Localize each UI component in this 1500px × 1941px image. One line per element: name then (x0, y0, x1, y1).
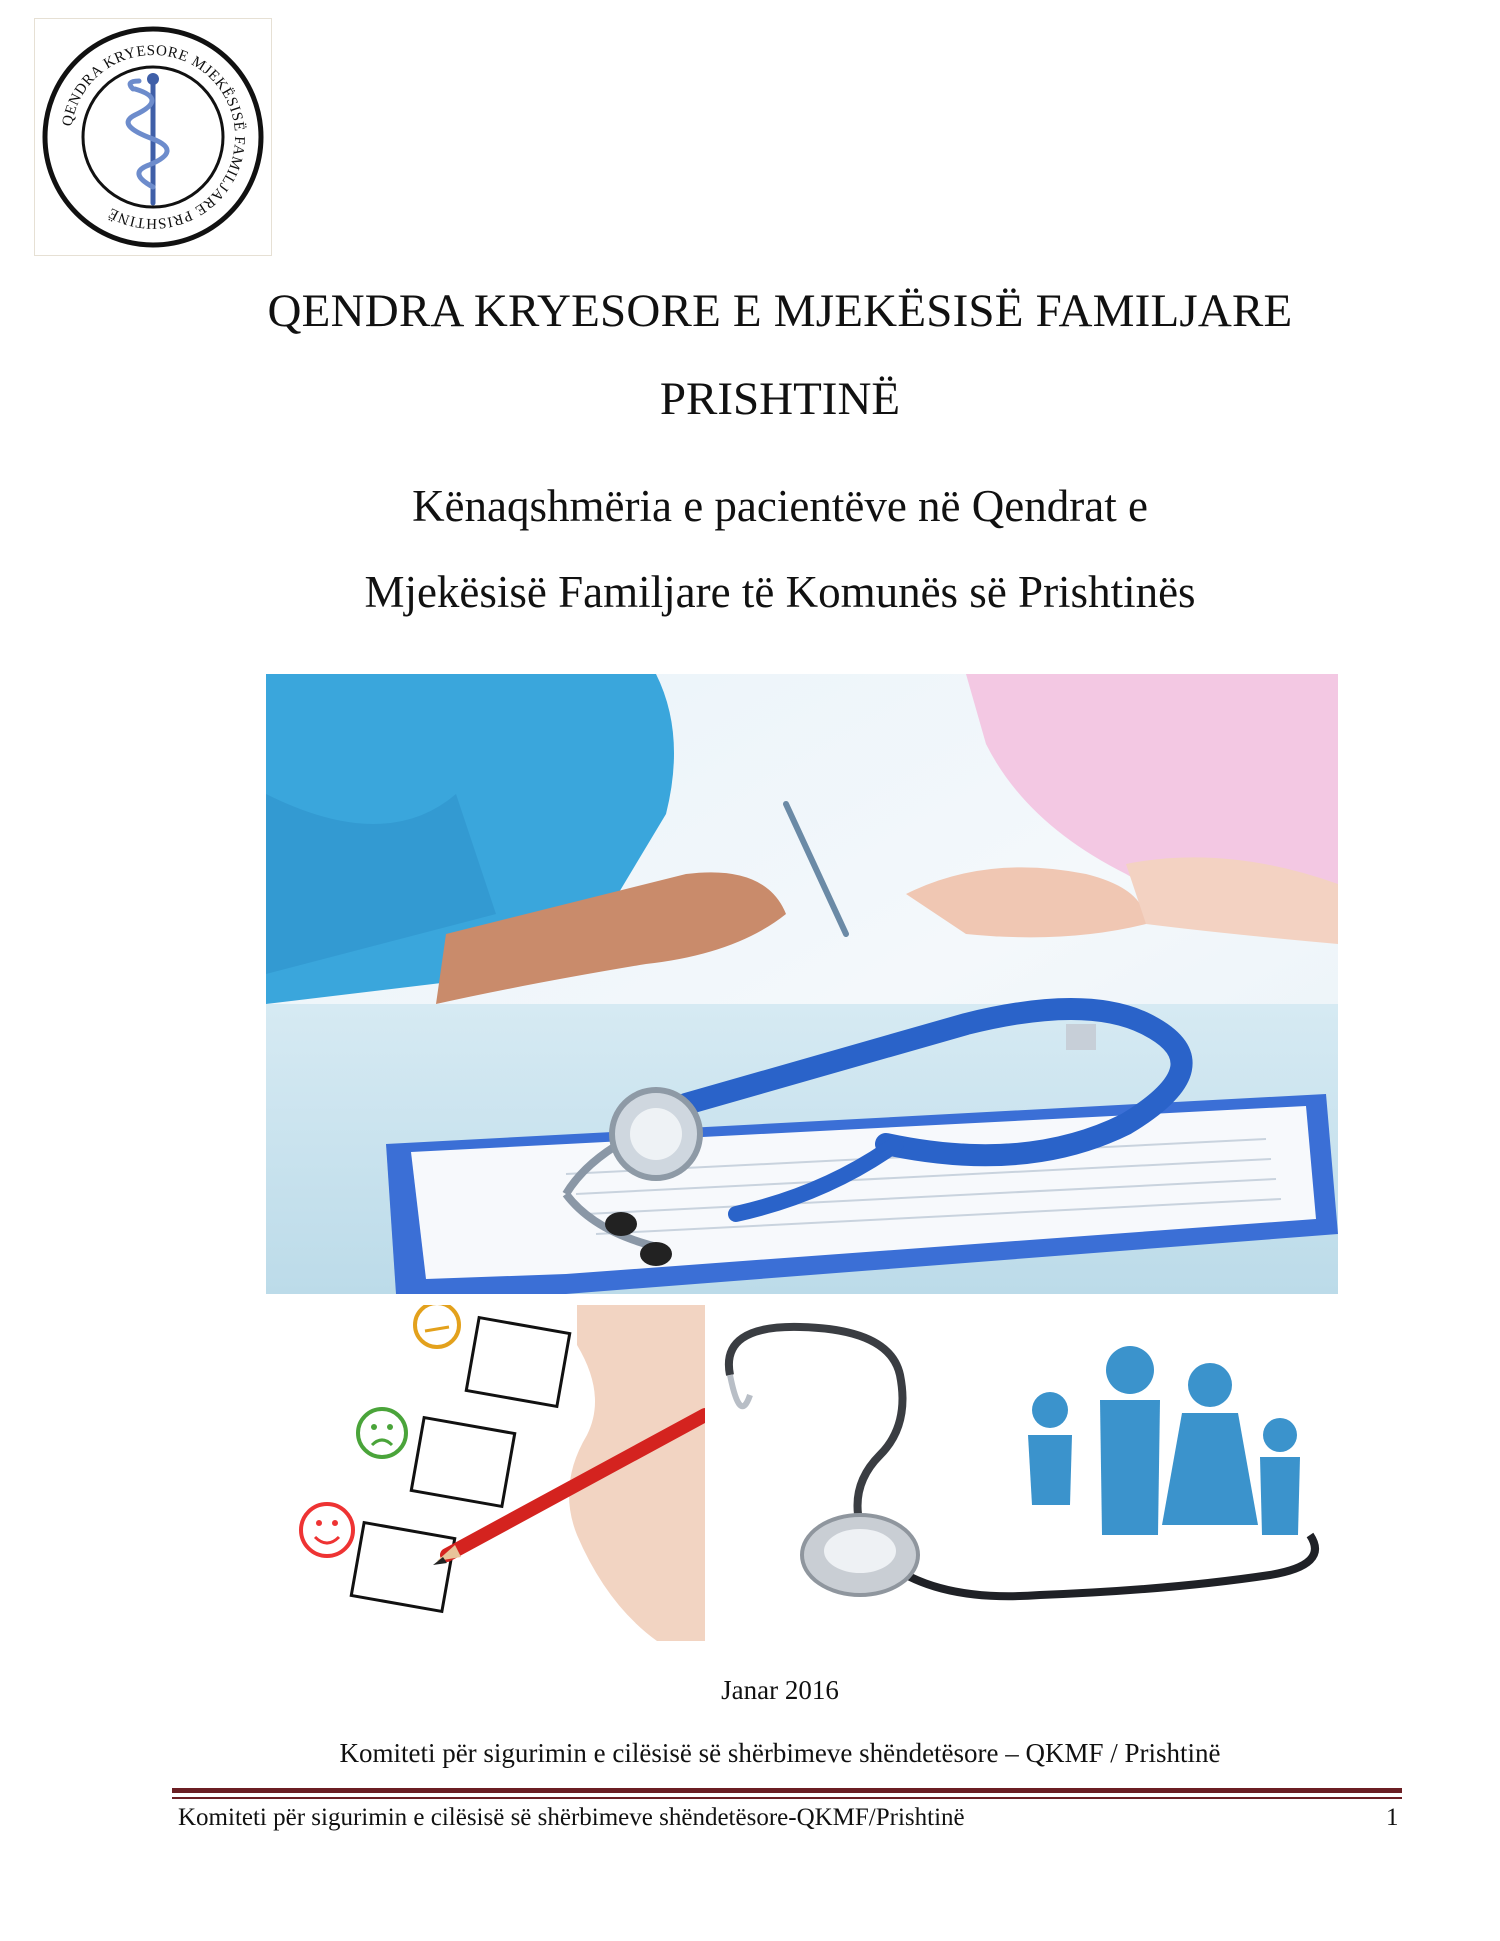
subtitle-line-2: Mjekësisë Familjare të Komunës së Prishtinës (364, 567, 1196, 617)
svg-text:QENDRA KRYESORE MJEKËSISË FAMI: QENDRA KRYESORE MJEKËSISË FAMILJARE PRISHTINË (59, 42, 248, 232)
footer-divider (172, 1788, 1402, 1793)
subtitle-line-1: Kënaqshmëria e pacientëve në Qendrat e (412, 481, 1148, 531)
page-number: 1 (1386, 1804, 1399, 1831)
family-stethoscope-illustration (710, 1305, 1332, 1641)
main-cover-photo (266, 674, 1338, 1294)
report-date: Janar 2016 (721, 1675, 839, 1705)
organization-logo (34, 18, 272, 256)
footer-text: Komiteti për sigurimin e cilësisë së shërbimeve shëndetësore-QKMF/Prishtinë (178, 1804, 965, 1831)
caduceus-icon (128, 73, 167, 203)
title-line-2: PRISHTINË (659, 373, 901, 425)
footer-divider-thin (172, 1797, 1402, 1799)
survey-illustration (277, 1305, 705, 1641)
committee-line: Komiteti për sigurimin e cilësisë së shërbimeve shëndetësore – QKMF / Prishtinë (339, 1738, 1221, 1768)
title-line-1: QENDRA KRYESORE E MJEKËSISË FAMILJARE (267, 285, 1293, 337)
